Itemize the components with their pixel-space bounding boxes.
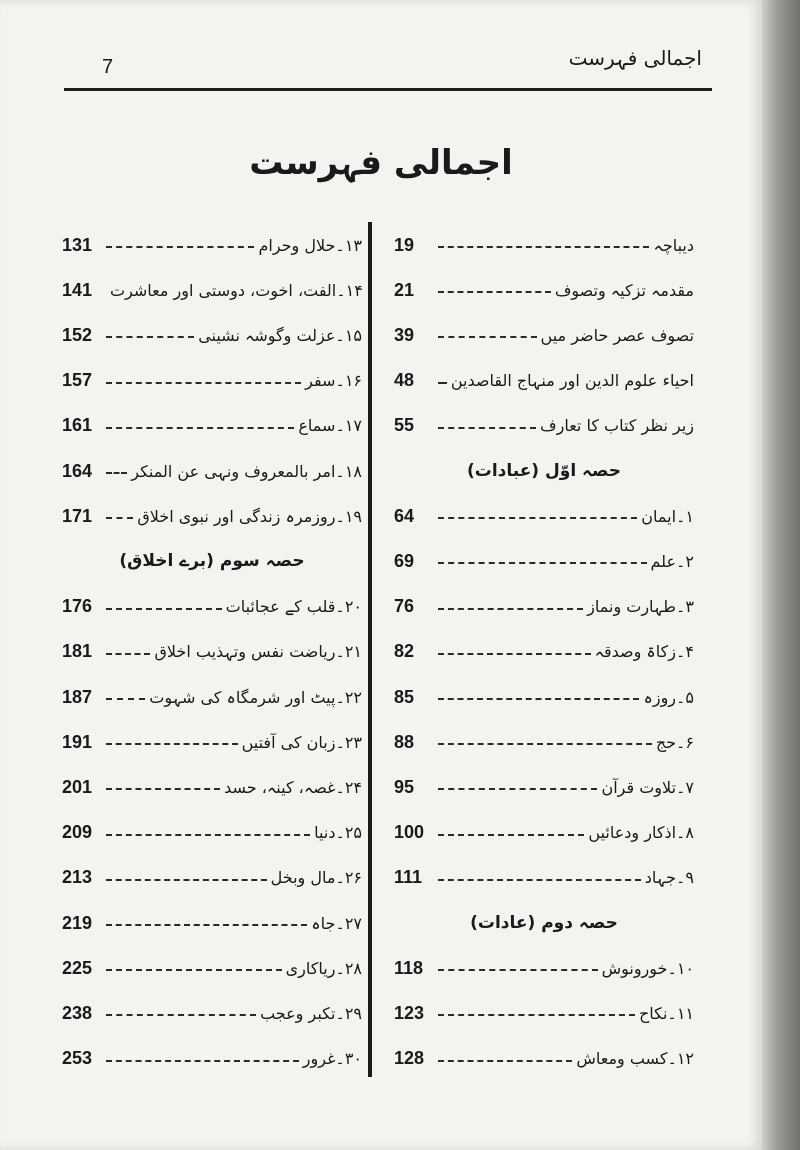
- toc-entry[interactable]: [62, 456, 362, 486]
- dot-leader: [438, 698, 639, 700]
- toc-entry[interactable]: [394, 818, 694, 848]
- toc-page-number: 209: [62, 822, 93, 843]
- toc-entry[interactable]: [394, 1044, 694, 1074]
- toc-entry-title: ۸۔اذکار ودعائیں: [588, 823, 694, 843]
- dot-leader: [106, 969, 282, 971]
- toc-entry[interactable]: [394, 682, 694, 712]
- dot-leader: [106, 472, 127, 474]
- dot-leader: [438, 562, 647, 564]
- toc-entry-title: ۱۰۔خورونوش: [601, 958, 694, 978]
- toc-entry[interactable]: [62, 637, 362, 667]
- toc-page-number: 39: [394, 324, 415, 345]
- toc-entry[interactable]: [62, 320, 362, 350]
- dot-leader: [438, 1014, 635, 1016]
- toc-entry[interactable]: [62, 682, 362, 712]
- toc-page-number: 118: [394, 957, 424, 978]
- section-heading: حصہ اوّل (عبادات): [466, 461, 622, 481]
- toc-entry[interactable]: [394, 727, 694, 757]
- toc-entry[interactable]: [62, 366, 362, 396]
- toc-entry[interactable]: [394, 501, 694, 531]
- toc-page-number: 100: [394, 822, 425, 843]
- toc-page-number: 76: [394, 596, 415, 617]
- toc-entry[interactable]: [394, 953, 694, 983]
- toc-page-number: 111: [394, 867, 423, 888]
- toc-entry-title: احیاء علوم الدین اور منہاج القاصدین: [450, 371, 694, 391]
- toc-entry-title: دیباچہ: [653, 235, 694, 255]
- toc-entry[interactable]: [62, 908, 362, 938]
- page-header: [64, 38, 712, 91]
- toc-page-number: 48: [394, 370, 415, 391]
- dot-leader: [438, 879, 641, 881]
- toc-entry[interactable]: [394, 863, 694, 893]
- toc-page-number: 69: [394, 550, 415, 571]
- toc-entry-title: ۷۔تلاوت قرآن: [601, 777, 694, 797]
- toc-entry[interactable]: [394, 592, 694, 622]
- toc-entry-title: ۲۷۔جاہ: [311, 913, 362, 933]
- dot-leader: [106, 336, 194, 338]
- toc-page-number: 181: [62, 641, 93, 662]
- dot-leader: [438, 969, 598, 971]
- toc-entry[interactable]: [394, 772, 694, 802]
- toc-entry-title: ۹۔جہاد: [644, 868, 694, 888]
- toc-entry-title: ۱۳۔حلال وحرام: [258, 235, 362, 255]
- toc-entry[interactable]: [62, 863, 362, 893]
- toc-entry-title: تصوف عصر حاضر میں: [540, 325, 694, 345]
- page-number: 7: [102, 56, 114, 78]
- toc-entry[interactable]: [62, 275, 362, 305]
- toc-entry[interactable]: [394, 411, 694, 441]
- column-divider: [368, 222, 372, 1077]
- dot-leader: [438, 1060, 572, 1062]
- dot-leader: [106, 879, 267, 881]
- dot-leader: [438, 788, 597, 790]
- toc-page-number: 95: [394, 776, 415, 797]
- toc-entry-title: ۱۔ایمان: [641, 506, 694, 526]
- dot-leader: [106, 1060, 299, 1062]
- toc-entry-title: ۶۔حج: [655, 732, 694, 752]
- toc-entry-title: ۱۹۔روزمرہ زندگی اور نبوی اخلاق: [137, 506, 362, 526]
- toc-page-number: 219: [62, 912, 93, 933]
- toc-entry[interactable]: [62, 501, 362, 531]
- toc-entry[interactable]: [62, 772, 362, 802]
- dot-leader: [106, 924, 307, 926]
- toc-entry-title: ۲۔علم: [650, 551, 694, 571]
- toc-entry[interactable]: [62, 953, 362, 983]
- dot-leader: [106, 834, 310, 836]
- toc-page-number: 201: [62, 776, 93, 797]
- toc-entry-title: ۴۔زکاۃ وصدقہ: [594, 642, 694, 662]
- toc-page-number: 88: [394, 731, 415, 752]
- dot-leader: [106, 1014, 256, 1016]
- toc-page-number: 123: [394, 1002, 425, 1023]
- toc-entry-title: ۱۵۔عزلت وگوشہ نشینی: [198, 325, 362, 345]
- toc-page-number: 19: [394, 234, 415, 255]
- toc-entry[interactable]: [62, 592, 362, 622]
- toc-entry-title: ۲۶۔مال وبخل: [270, 868, 362, 888]
- toc-entry-title: ۱۲۔کسب ومعاش: [576, 1049, 694, 1069]
- toc-entry-title: ۳۰۔غرور: [302, 1049, 362, 1069]
- dot-leader: [438, 517, 637, 519]
- dot-leader: [106, 517, 133, 519]
- dot-leader: [438, 608, 583, 610]
- toc-entry-title: زیر نظر کتاب کا تعارف: [540, 416, 694, 436]
- dot-leader: [438, 382, 447, 384]
- toc-entry-title: ۱۷۔سماع: [298, 416, 362, 436]
- toc-entry-title: ۲۰۔قلب کے عجائبات: [225, 597, 362, 617]
- toc-page-number: 225: [62, 957, 93, 978]
- dot-leader: [438, 291, 551, 293]
- dot-leader: [106, 382, 301, 384]
- dot-leader: [106, 698, 145, 700]
- toc-entry-title: ۲۲۔پیٹ اور شرمگاہ کی شہوت: [149, 687, 362, 707]
- dot-leader: [438, 336, 537, 338]
- dot-leader: [106, 743, 238, 745]
- dot-leader: [106, 788, 220, 790]
- toc-page-number: 176: [62, 596, 93, 617]
- toc-entry[interactable]: [62, 998, 362, 1028]
- dot-leader: [438, 834, 584, 836]
- toc-page-number: 238: [62, 1002, 93, 1023]
- dot-leader: [106, 608, 222, 610]
- toc-page-number: 128: [394, 1048, 425, 1069]
- toc-entry[interactable]: [62, 1044, 362, 1074]
- toc-page-number: 64: [394, 505, 415, 526]
- toc-page-number: 171: [62, 505, 93, 526]
- section-heading: حصہ سوم (برے اخلاق): [119, 551, 305, 572]
- toc-page-number: 157: [62, 370, 93, 391]
- dot-leader: [438, 743, 652, 745]
- running-title: اجمالی فہرست: [568, 46, 702, 70]
- toc-entry[interactable]: [394, 546, 694, 576]
- toc-page-number: 55: [394, 415, 415, 436]
- dot-leader: [438, 246, 649, 248]
- toc-page-number: 21: [394, 279, 415, 300]
- toc-page-number: 141: [62, 279, 93, 300]
- toc-entry-title: ۲۳۔زبان کی آفتیں: [241, 732, 362, 752]
- toc-page-number: 152: [62, 324, 93, 345]
- toc-entry-title: ۱۸۔امر بالمعروف ونہی عن المنکر: [131, 461, 362, 481]
- dot-leader: [106, 427, 294, 429]
- dot-leader: [106, 246, 254, 248]
- toc-entry[interactable]: [62, 230, 362, 260]
- toc-entry[interactable]: [62, 818, 362, 848]
- page-title: اجمالی فہرست: [249, 143, 513, 183]
- toc-entry[interactable]: [394, 275, 694, 305]
- toc-page-number: 213: [62, 867, 93, 888]
- toc-entry-title: ۱۴۔الفت، اخوت، دوستی اور معاشرت: [110, 280, 363, 300]
- toc-page-number: 85: [394, 686, 415, 707]
- dot-leader: [438, 427, 536, 429]
- dot-leader: [106, 653, 150, 655]
- toc-entry[interactable]: [394, 998, 694, 1028]
- toc-entry[interactable]: [394, 637, 694, 667]
- toc-entry-title: ۲۸۔ریاکاری: [285, 958, 362, 978]
- toc-page-number: 161: [62, 415, 93, 436]
- toc-entry[interactable]: [394, 320, 694, 350]
- toc-entry-title: مقدمہ تزکیہ وتصوف: [554, 280, 694, 300]
- toc-page-number: 191: [62, 731, 93, 752]
- toc-entry[interactable]: [394, 366, 694, 396]
- toc-entry-title: ۵۔روزہ: [643, 687, 694, 707]
- toc-entry-title: ۱۱۔نکاح: [638, 1003, 694, 1023]
- toc-entry[interactable]: [62, 727, 362, 757]
- page-edge: [762, 0, 800, 1150]
- toc-page-number: 82: [394, 641, 415, 662]
- toc-entry-title: ۲۵۔دنیا: [314, 823, 362, 843]
- toc-entry[interactable]: [394, 230, 694, 260]
- toc-page-number: 253: [62, 1048, 93, 1069]
- toc-entry-title: ۲۴۔غصہ، کینہ، حسد: [224, 777, 362, 797]
- section-heading: حصہ دوم (عادات): [470, 913, 618, 933]
- toc-entry-title: ۱۶۔سفر: [305, 371, 362, 391]
- toc-page-number: 164: [62, 460, 93, 481]
- toc-page-number: 187: [62, 686, 93, 707]
- toc-entry-title: ۲۹۔تکبر وعجب: [260, 1003, 362, 1023]
- toc-page-number: 131: [62, 234, 93, 255]
- toc-entry-title: ۲۱۔ریاضت نفس وتہذیب اخلاق: [154, 642, 362, 662]
- dot-leader: [438, 653, 591, 655]
- toc-entry[interactable]: [62, 411, 362, 441]
- toc-entry-title: ۳۔طہارت ونماز: [587, 597, 694, 617]
